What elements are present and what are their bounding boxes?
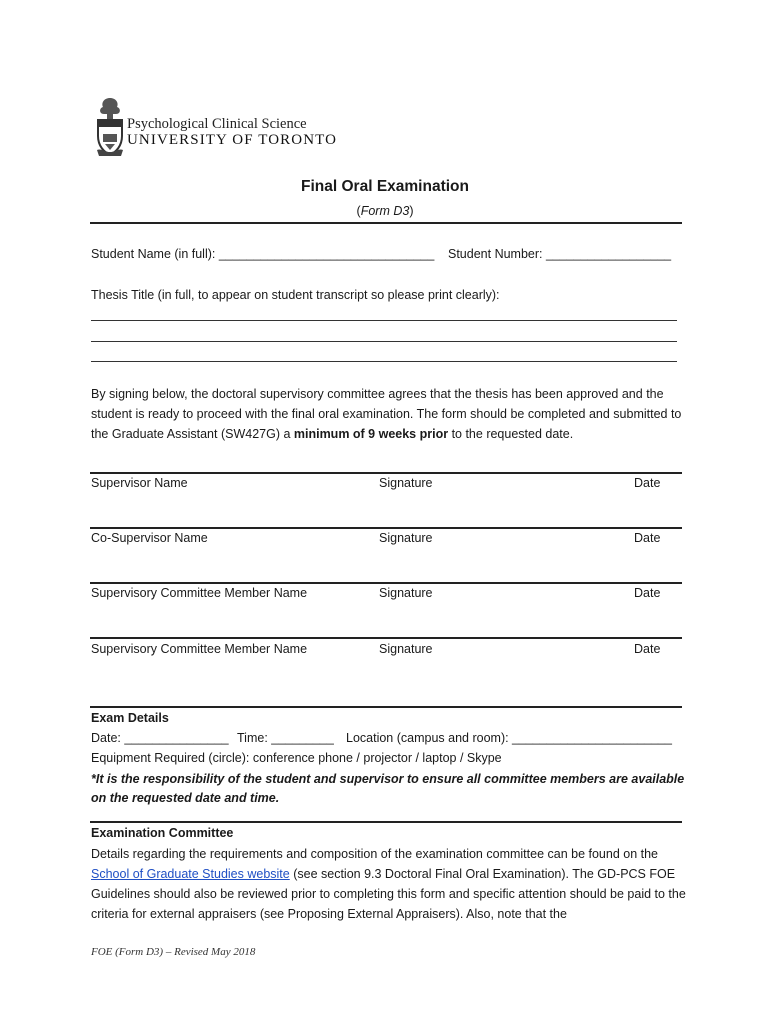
signature-divider (90, 472, 682, 474)
form-subtitle: (Form D3) (356, 204, 414, 218)
department-name: Psychological Clinical Science (127, 116, 307, 132)
title-divider (90, 222, 682, 224)
thesis-title-line-3[interactable] (91, 361, 677, 362)
signature-name-label: Supervisory Committee Member Name (91, 586, 308, 600)
intro-paragraph: By signing below, the doctoral supervisory committee agrees that the thesis has been approved and the student is ready to proceed with the final oral examination. The form should be completed and submitted to the Graduate Assistant (SW427G) a minimum of 9 weeks prior to the requested date. (91, 387, 682, 441)
thesis-title-line-1[interactable] (91, 320, 677, 321)
thesis-title-line-2[interactable] (91, 341, 677, 342)
signature-divider (90, 527, 682, 529)
university-logo (95, 96, 365, 158)
signature-label: Signature (379, 642, 433, 656)
student-name-field[interactable]: Student Name (in full): _______________________________ (91, 247, 435, 261)
exam-location-field[interactable]: Location (campus and room): _______________________ (346, 731, 672, 745)
signature-date-label: Date (634, 642, 661, 656)
signature-label: Signature (379, 476, 433, 490)
committee-heading: Examination Committee (91, 826, 234, 840)
signature-divider (90, 637, 682, 639)
university-name: UNIVERSITY OF TORONTO (127, 132, 338, 148)
signature-name-label: Co-Supervisor Name (91, 531, 208, 545)
exam-details-heading: Exam Details (91, 711, 169, 725)
signature-divider (90, 582, 682, 584)
student-number-field[interactable]: Student Number: __________________ (448, 247, 672, 261)
committee-divider (90, 821, 682, 823)
committee-paragraph: Details regarding the requirements and composition of the examination committee can be found on the School of Graduate Studies website (see section 9.3 Doctoral Final Oral Examination). The GD-PCS FOE Guidelines should also be reviewed prior to completing this form and specific attention should be paid to the criteria for external appraisers (see Proposing External Appraisers). Also, note that the (91, 847, 686, 921)
exam-date-field[interactable]: Date: _______________ (91, 731, 229, 745)
signature-name-label: Supervisor Name (91, 476, 188, 490)
signature-label: Signature (379, 586, 433, 600)
exam-time-field[interactable]: Time: _________ (237, 731, 334, 745)
form-title: Final Oral Examination (301, 178, 469, 195)
crest-icon (95, 96, 125, 158)
page-footer: FOE (Form D3) – Revised May 2018 (91, 946, 256, 958)
signature-date-label: Date (634, 586, 661, 600)
responsibility-notice: *It is the responsibility of the student and supervisor to ensure all committee members are available on the requested date and time. (91, 772, 685, 805)
sgs-website-link[interactable]: School of Graduate Studies website (91, 867, 290, 881)
signature-name-label: Supervisory Committee Member Name (91, 642, 308, 656)
equipment-field[interactable]: Equipment Required (circle): conference phone / projector / laptop / Skype (91, 751, 502, 765)
thesis-title-label: Thesis Title (in full, to appear on student transcript so please print clearly): (91, 288, 500, 302)
exam-details-divider (90, 706, 682, 708)
signature-label: Signature (379, 531, 433, 545)
signature-date-label: Date (634, 476, 661, 490)
signature-date-label: Date (634, 531, 661, 545)
